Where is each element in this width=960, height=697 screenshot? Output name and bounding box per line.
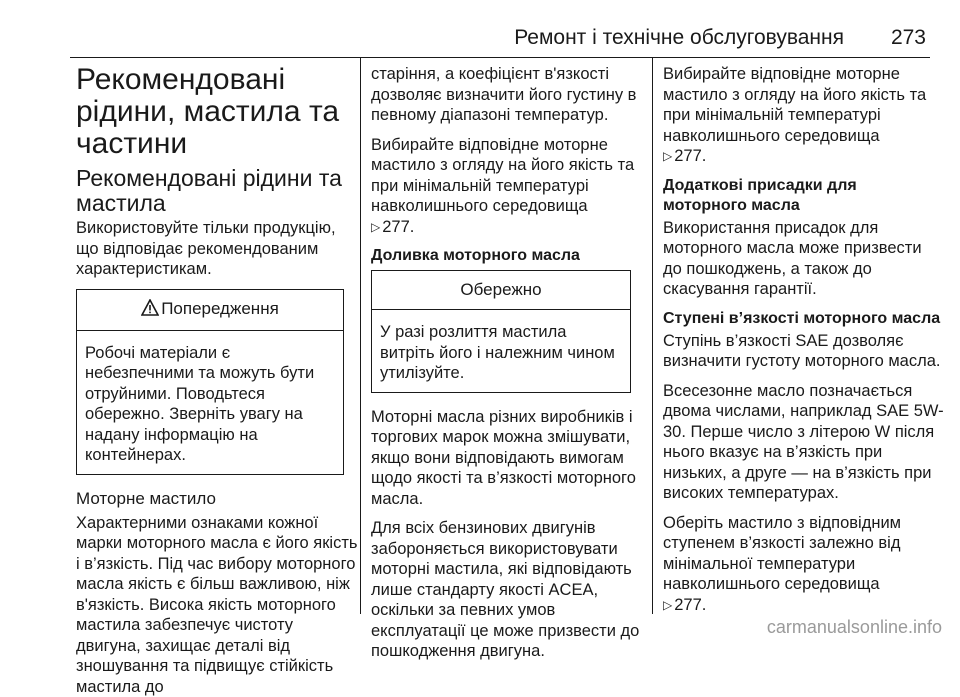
select-grade-paragraph xyxy=(663,513,944,616)
page-ref-icon: ▷ xyxy=(371,217,380,238)
warning-triangle-icon xyxy=(141,299,159,321)
mixing-paragraph: Моторні масла різних виробників і торгових марок можна змішувати, якщо вони відповідають вимогам щодо якості та в’язкості моторного масла. xyxy=(371,407,652,510)
topping-up-heading: Доливка моторного масла xyxy=(371,246,652,266)
additives-heading: Додаткові присадки для моторного масла xyxy=(663,176,944,216)
sub-heading: Рекомендовані рідини та мастила xyxy=(76,166,360,216)
aging-paragraph: старіння, а коефіцієнт в'язкості дозволяє визначити його густину в певному діапазоні температур. xyxy=(371,64,652,126)
choose-oil-text-2: Вибирайте відповідне моторне мастило з огляду на його якість та при мінімальній температурі навколишнього середовища xyxy=(663,65,926,145)
warning-box xyxy=(76,289,344,475)
warning-box-title xyxy=(77,290,343,331)
choose-oil-ref-2: 277. xyxy=(674,147,706,165)
select-grade-ref: 277. xyxy=(674,596,706,614)
intro-paragraph: Використовуйте тільки продукцію, що відповідає рекомендованим характеристикам. xyxy=(76,218,360,280)
column-3 xyxy=(652,58,944,614)
multigrade-paragraph: Всесезонне масло позначається двома числами, наприклад SAE 5W-30. Перше число з літерою W після нього вказує на в’язкість при низьких, а друге — на в’язкість при високих температурах. xyxy=(663,381,944,504)
column-1 xyxy=(70,58,360,614)
additives-paragraph: Використання присадок для моторного масла може призвести до пошкоджень, а також до скасування гарантії. xyxy=(663,218,944,300)
caution-box-body xyxy=(372,310,630,392)
column-2 xyxy=(360,58,652,614)
select-grade-text: Оберіть мастило з відповідним ступенем в’язкості залежно від мінімальної температури навколишнього середовища xyxy=(663,514,901,594)
engine-oil-paragraph: Характерними ознаками кожної марки моторного масла є його якість і в’язкість. Під час вибору моторного масла якість є більш важливою, ніж в'язкість. Висока якість моторного мастила забезпечує чистоту двигуна, захищає деталі від зношування та підвищує стійкість мастила до xyxy=(76,513,360,697)
choose-oil-text: Вибирайте відповідне моторне мастило з огляду на його якість та при мінімальній температурі навколишнього середовища xyxy=(371,136,634,216)
caution-box-title: Обережно xyxy=(372,271,630,310)
choose-oil-paragraph xyxy=(371,135,652,238)
warning-box-body xyxy=(77,331,343,474)
page-ref-icon: ▷ xyxy=(663,146,672,167)
choose-oil-ref: 277. xyxy=(382,218,414,236)
watermark: carmanualsonline.info xyxy=(767,617,942,638)
petrol-engines-paragraph: Для всіх бензинових двигунів забороняється використовувати моторні мастила, які відповідають лише стандарту якості ACEA, оскільки за певних умов експлуатації це може призвести до пошкодження двигуна. xyxy=(371,518,652,662)
page-ref-icon: ▷ xyxy=(663,595,672,616)
engine-oil-heading: Моторне мастило xyxy=(76,489,360,509)
caution-text: У разі розлиття мастила витріть його і належним чином утилізуйте. xyxy=(380,322,622,384)
sae-paragraph: Ступінь в’язкості SAE дозволяє визначити густоту моторного масла. xyxy=(663,331,944,372)
section-title: Ремонт і технічне обслуговування xyxy=(514,26,844,50)
page-header xyxy=(70,0,930,58)
caution-box xyxy=(371,270,631,393)
page-number: 273 xyxy=(891,26,926,50)
viscosity-heading: Ступені в’язкості моторного масла xyxy=(663,309,944,329)
choose-oil-paragraph-2 xyxy=(663,64,944,167)
main-heading: Рекомендовані рідини, мастила та частини xyxy=(76,64,360,160)
warning-title-text: Попередження xyxy=(161,299,279,318)
warning-text: Робочі матеріали є небезпечними та можуть бути отруйними. Поводьтеся обережно. Зверніть увагу на надану інформацію на контейнерах. xyxy=(85,343,335,466)
